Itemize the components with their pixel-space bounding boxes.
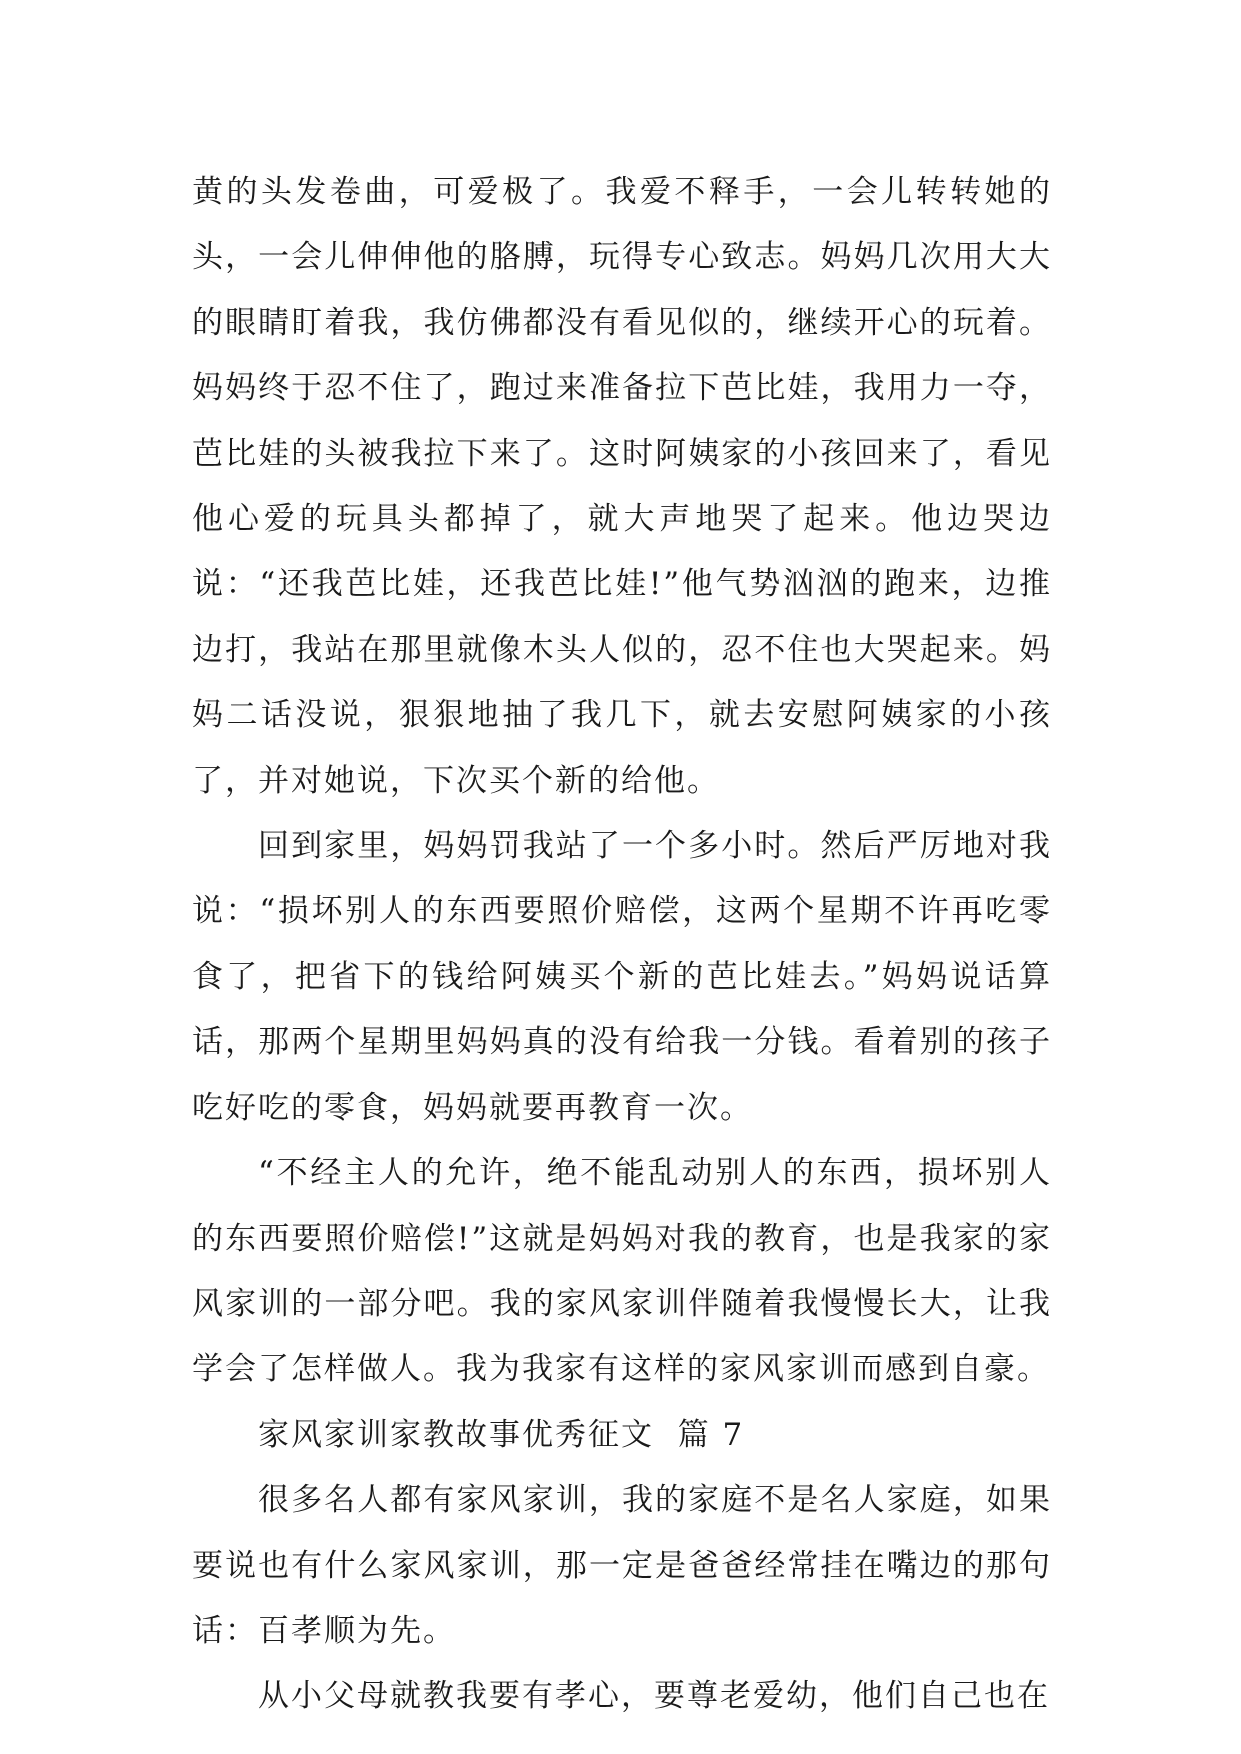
paragraph-family-motto: 很多名人都有家风家训，我的家庭不是名人家庭，如果要说也有什么家风家训，那一定是爸爸经常挂在嘴边的那句话：百孝顺为先。 <box>192 1482 1052 1649</box>
document-body <box>192 160 1052 1730</box>
paragraph-lesson: “不经主人的允许，绝不能乱动别人的东西，损坏别人的东西要照价赔偿!”这就是妈妈对我的教育，也是我家的家风家训的一部分吧。我的家风家训伴随着我慢慢长大，让我学会了怎样做人。我为我家有这样的家风家训而感到自豪。 <box>192 1155 1052 1388</box>
paragraph-filial-piety: 从小父母就教我要有孝心，要尊老爱幼，他们自己也在 <box>258 1678 1050 1715</box>
section-heading: 家风家训家教故事优秀征文 篇 7 <box>258 1416 745 1453</box>
paragraph-punishment: 回到家里，妈妈罚我站了一个多小时。然后严厉地对我说：“损坏别人的东西要照价赔偿，这两个星期不许再吃零食了，把省下的钱给阿姨买个新的芭比娃去。”妈妈说话算话，那两个星期里妈妈真的没有给我一分钱。看着别的孩子吃好吃的零食，妈妈就要再教育一次。 <box>192 828 1052 1126</box>
paragraph-story-continued: 黄的头发卷曲，可爱极了。我爱不释手，一会儿转转她的头，一会儿伸伸他的胳膊，玩得专心致志。妈妈几次用大大的眼睛盯着我，我仿佛都没有看见似的，继续开心的玩着。妈妈终于忍不住了，跑过来准备拉下芭比娃，我用力一夺，芭比娃的头被我拉下来了。这时阿姨家的小孩回来了，看见他心爱的玩具头都掉了，就大声地哭了起来。他边哭边说：“还我芭比娃，还我芭比娃!”他气势汹汹的跑来，边推边打，我站在那里就像木头人似的，忍不住也大哭起来。妈妈二话没说，狠狠地抽了我几下，就去安慰阿姨家的小孩了，并对她说，下次买个新的给他。 <box>192 174 1052 799</box>
